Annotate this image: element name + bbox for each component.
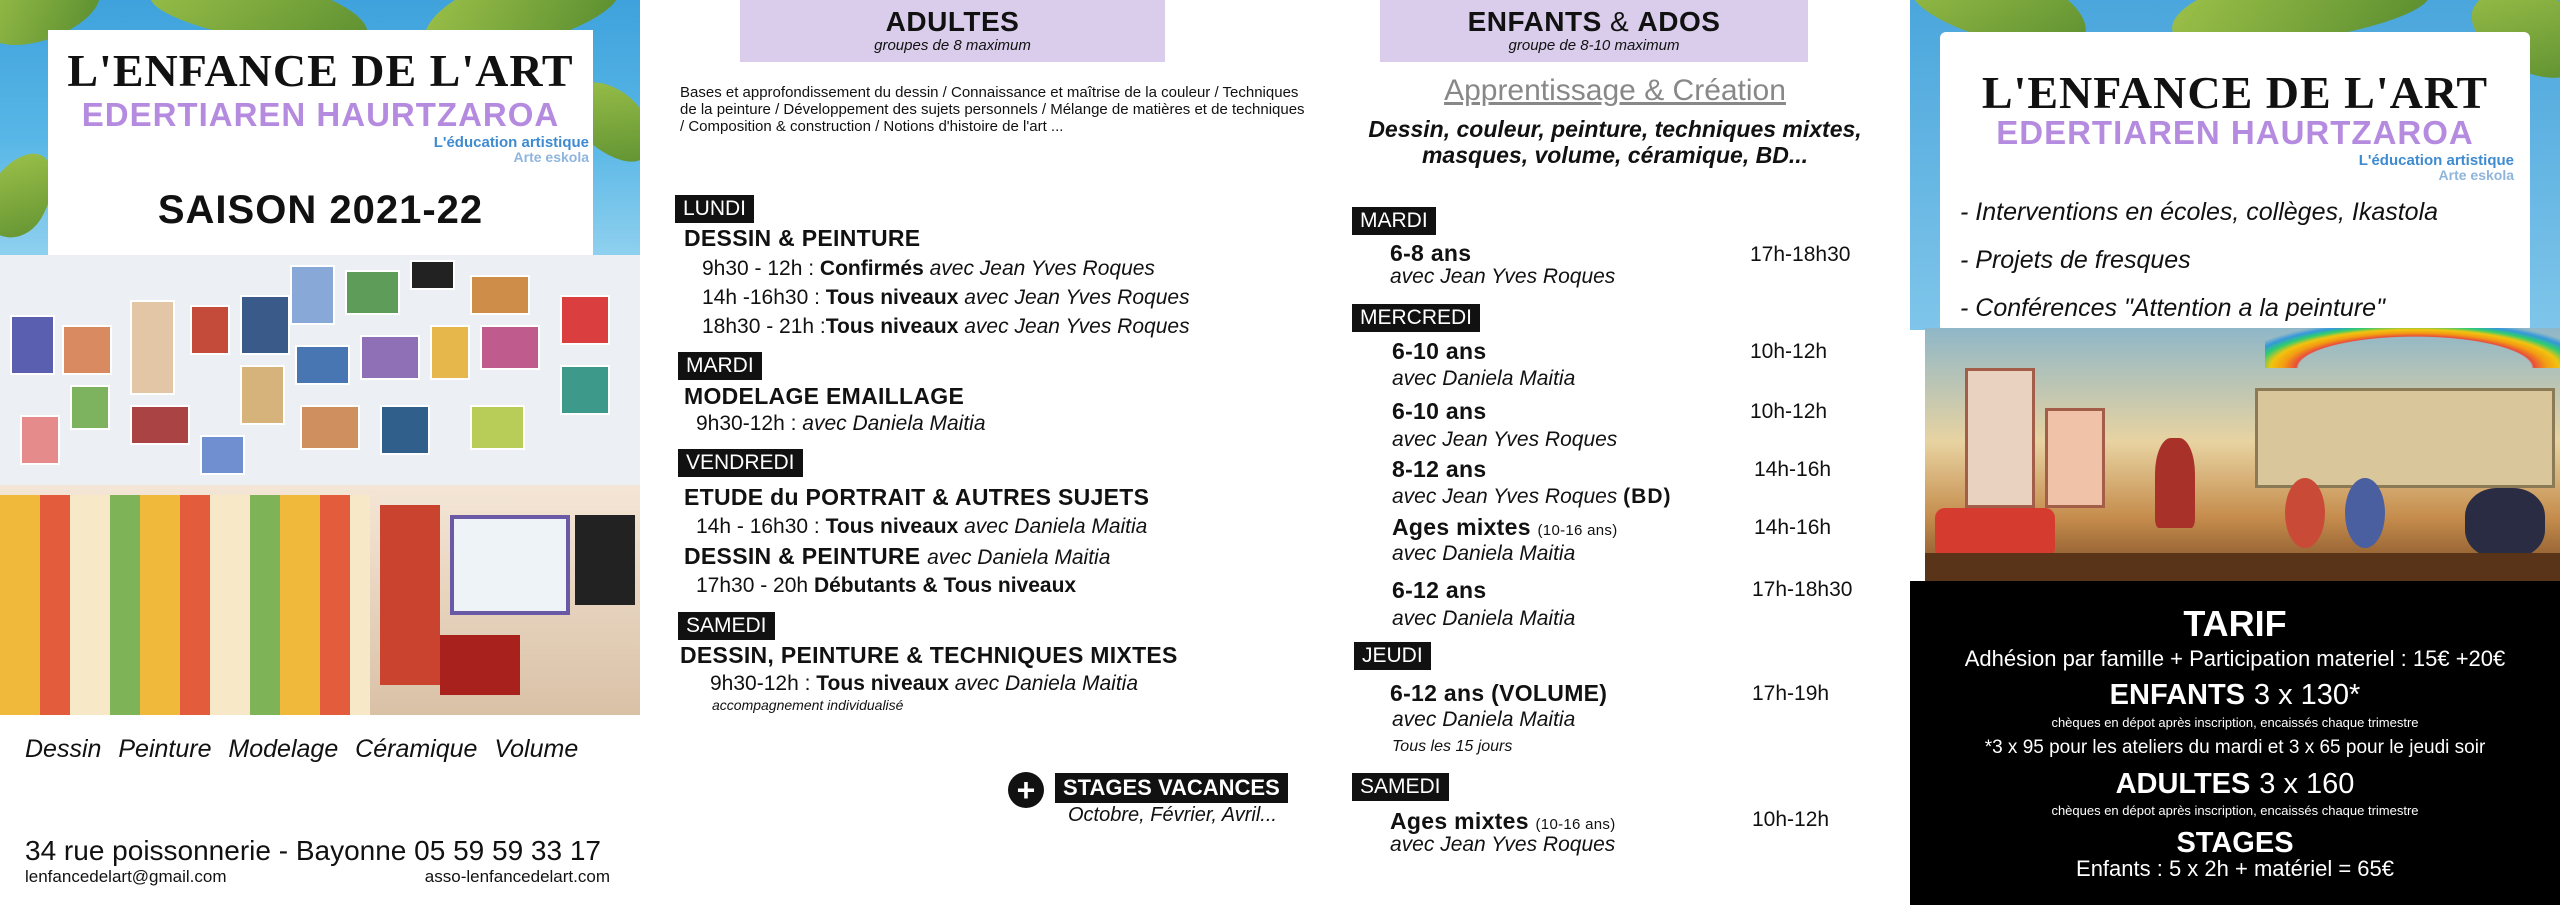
payment-note: chèques en dépot après inscription, encaissés chaque trimestre — [2051, 803, 2419, 818]
brand-basque-title: EDERTIAREN HAURTZAROA — [81, 96, 560, 133]
tagline — [2359, 154, 2514, 182]
teacher: avec Daniela Maitia — [1392, 367, 1576, 390]
teacher: avec Jean Yves Roques (BD) — [1392, 485, 1672, 508]
time-slot: 10h-12h — [1752, 808, 1830, 831]
service-item: - Interventions en écoles, collèges, Ikastola — [1960, 198, 2439, 226]
class-title: MODELAGE EMAILLAGE — [684, 383, 965, 409]
age-group: Ages mixtes (10-16 ans) — [1390, 808, 1616, 834]
title-card — [1940, 32, 2530, 332]
teacher: avec Daniela Maitia — [1392, 542, 1576, 565]
address: 34 rue poissonnerie - Bayonne 05 59 59 33 17 — [25, 835, 601, 866]
adults-price: ADULTES 3 x 160 — [2115, 768, 2355, 800]
session-line: 17h30 - 20h Débutants & Tous niveaux — [696, 574, 1077, 597]
tagline-eu: Arte eskola — [513, 149, 589, 165]
day-tag-samedi: SAMEDI — [678, 612, 775, 640]
day-tag-vendredi: VENDREDI — [678, 449, 803, 477]
service-item: - Projets de fresques — [1960, 246, 2191, 274]
cover-panel — [0, 0, 640, 905]
season-title: SAISON 2021-22 — [157, 188, 484, 232]
pricing-section — [1910, 581, 2560, 905]
day-tag-lundi: LUNDI — [675, 195, 754, 223]
ceramics-photo — [1925, 328, 2560, 581]
class-title: ETUDE du PORTRAIT & AUTRES SUJETS — [684, 484, 1150, 510]
stages-price: Enfants : 5 x 2h + matériel = 65€ — [2076, 856, 2394, 881]
brand-title: L'ENFANCE DE L'ART — [67, 45, 574, 96]
membership-fee: Adhésion par famille + Participation materiel : 15€ +20€ — [1964, 646, 2506, 671]
payment-note: chèques en dépot après inscription, encaissés chaque trimestre — [2051, 715, 2419, 730]
tagline-fr: L'éducation artistique — [433, 134, 589, 151]
age-group: 6-12 ans (VOLUME) — [1390, 680, 1608, 706]
time-slot: 14h-16h — [1754, 516, 1832, 539]
teacher: avec Jean Yves Roques — [1390, 833, 1616, 856]
session-note: Tous les 15 jours — [1392, 738, 1513, 755]
session-line: 9h30 - 12h : Confirmés avec Jean Yves Roques — [702, 257, 1155, 280]
website-link[interactable]: asso-lenfancedelart.com — [424, 867, 610, 886]
adults-header — [740, 0, 1165, 62]
brand-title: L'ENFANCE DE L'ART — [1981, 67, 2489, 118]
kids-header — [1380, 0, 1808, 62]
time-slot: 17h-19h — [1752, 682, 1830, 705]
session-note: accompagnement individualisé — [712, 697, 904, 713]
kids-subheading: groupe de 8-10 maximum — [1508, 37, 1680, 54]
class-title: DESSIN & PEINTURE avec Daniela Maitia — [684, 543, 1111, 569]
day-tag-samedi: SAMEDI — [1352, 773, 1449, 801]
studio-photo — [0, 485, 640, 715]
adults-intro: Bases et approfondissement du dessin / Connaissance et maîtrise de la couleur / Techniques de la peinture / Développement des sujets personnels / Mélange de matières et de techniques / Composition & construction / Notions d'histoire de l'art ... — [680, 84, 1305, 135]
kids-panel — [1320, 0, 1910, 905]
adults-subheading: groupes de 8 maximum — [874, 37, 1031, 54]
gallery-wall-photo — [0, 255, 640, 485]
day-tag-jeudi: JEUDI — [1354, 642, 1431, 670]
time-slot: 17h-18h30 — [1752, 578, 1853, 601]
cover-footer — [0, 715, 640, 905]
age-group: 6-12 ans — [1392, 577, 1487, 603]
kids-price: ENFANTS 3 x 130* — [2109, 679, 2361, 711]
disciplines-list: Dessin Peinture Modelage Céramique Volume — [25, 735, 579, 763]
session-line: 14h -16h30 : Tous niveaux avec Jean Yves Roques — [702, 286, 1190, 309]
plus-icon: + — [1008, 772, 1044, 808]
session-line: 9h30-12h : Tous niveaux avec Daniela Maitia — [710, 672, 1139, 695]
time-slot: 10h-12h — [1750, 400, 1828, 423]
tagline — [434, 136, 589, 164]
pricing-title: TARIF — [2183, 603, 2287, 644]
kids-disciplines: Dessin, couleur, peinture, techniques mixtes, masques, volume, céramique, BD... — [1368, 116, 1862, 168]
kids-price-note: *3 x 95 pour les ateliers du mardi et 3 x 65 pour le jeudi soir — [1984, 737, 2486, 758]
stages-months: Octobre, Février, Avril... — [1068, 804, 1277, 826]
day-tag-mardi: MARDI — [678, 352, 762, 380]
adults-heading: ADULTES — [885, 6, 1020, 37]
stages-badge: STAGES VACANCES — [1055, 773, 1288, 803]
class-title: DESSIN & PEINTURE — [684, 225, 921, 251]
age-group: Ages mixtes (10-16 ans) — [1392, 514, 1618, 540]
stages-title: STAGES — [2176, 827, 2294, 859]
class-title: DESSIN, PEINTURE & TECHNIQUES MIXTES — [680, 642, 1178, 668]
day-tag-mercredi: MERCREDI — [1352, 304, 1480, 332]
teacher: avec Daniela Maitia — [1392, 607, 1576, 630]
age-group: 6-8 ans — [1390, 240, 1472, 266]
age-group: 8-12 ans — [1392, 456, 1487, 482]
session-line: 9h30-12h : avec Daniela Maitia — [696, 412, 986, 435]
session-line: 14h - 16h30 : Tous niveaux avec Daniela Maitia — [696, 515, 1148, 538]
time-slot: 17h-18h30 — [1750, 243, 1851, 266]
time-slot: 14h-16h — [1754, 458, 1832, 481]
teacher: avec Jean Yves Roques — [1390, 265, 1616, 288]
day-tag-mardi: MARDI — [1352, 207, 1436, 235]
title-card — [48, 30, 593, 258]
tagline-fr: L'éducation artistique — [2358, 152, 2514, 169]
time-slot: 10h-12h — [1750, 340, 1828, 363]
kids-subtitle: Apprentissage & Création — [1444, 74, 1786, 107]
service-item: - Conférences "Attention a la peinture" — [1960, 294, 2385, 322]
age-group: 6-10 ans — [1392, 338, 1487, 364]
kids-heading: ENFANTS & ADOS — [1467, 6, 1721, 37]
session-line: 18h30 - 21h :Tous niveaux avec Jean Yves Roques — [702, 315, 1190, 338]
teacher: avec Jean Yves Roques — [1392, 428, 1618, 451]
info-panel — [1910, 0, 2560, 905]
email-link[interactable]: lenfancedelart@gmail.com — [25, 867, 227, 886]
adults-panel — [640, 0, 1320, 905]
teacher: avec Daniela Maitia — [1392, 708, 1576, 731]
tagline-eu: Arte eskola — [2438, 167, 2514, 183]
brand-basque-title: EDERTIAREN HAURTZAROA — [1996, 114, 2474, 151]
age-group: 6-10 ans — [1392, 398, 1487, 424]
